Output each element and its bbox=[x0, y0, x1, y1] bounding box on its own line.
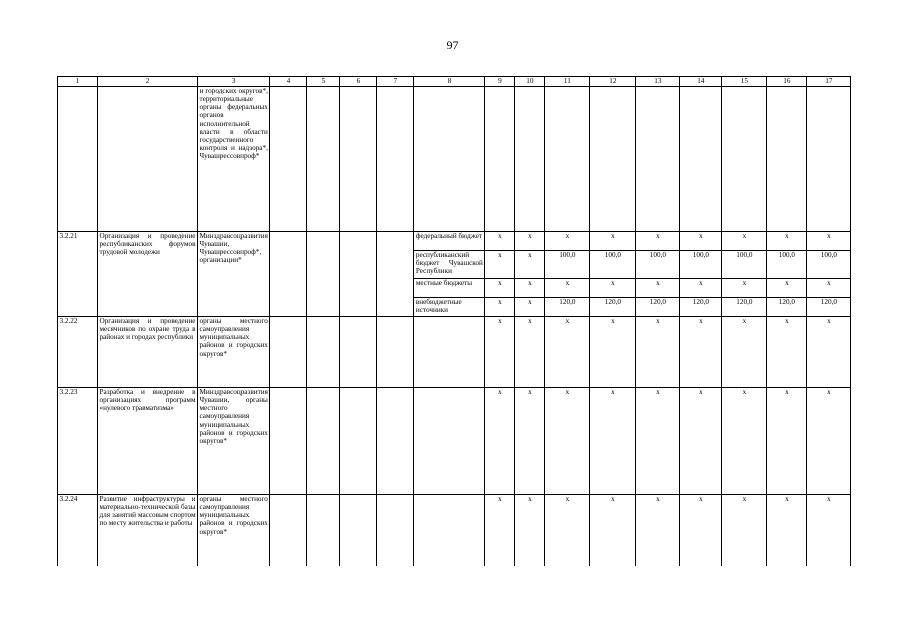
value-cell: x bbox=[515, 232, 545, 251]
value-cell: x bbox=[680, 279, 722, 298]
value-cell: x bbox=[680, 232, 722, 251]
value-cell: x bbox=[807, 495, 851, 566]
item-number: 3.2.23 bbox=[58, 388, 98, 495]
header-cell: 15 bbox=[722, 77, 767, 87]
value-cell: x bbox=[590, 495, 636, 566]
executor-cell: органы местного самоуправления муниципальных районов и городских округов* bbox=[198, 495, 270, 566]
value-cell: x bbox=[636, 388, 680, 495]
value-cell: 100,0 bbox=[636, 251, 680, 279]
value-cell: x bbox=[722, 279, 767, 298]
program-table bbox=[57, 76, 851, 566]
table-row bbox=[58, 87, 851, 232]
value-cell: x bbox=[807, 279, 851, 298]
table-row bbox=[58, 317, 851, 388]
value-cell: 100,0 bbox=[545, 251, 590, 279]
funding-source: внебюджетные источники bbox=[414, 298, 485, 317]
item-title: Разработка и внедрение в организациях программ «нулевого травматизма» bbox=[98, 388, 198, 495]
value-cell: x bbox=[722, 495, 767, 566]
value-cell: x bbox=[807, 388, 851, 495]
funding-source: федеральный бюджет bbox=[414, 232, 485, 251]
value-cell: x bbox=[515, 298, 545, 317]
header-cell: 7 bbox=[377, 77, 414, 87]
value-cell: x bbox=[515, 388, 545, 495]
value-cell: 120,0 bbox=[680, 298, 722, 317]
value-cell: x bbox=[767, 388, 807, 495]
value-cell: x bbox=[722, 232, 767, 251]
item-number: 3.2.21 bbox=[58, 232, 98, 317]
value-cell: x bbox=[636, 495, 680, 566]
table-row bbox=[58, 495, 851, 566]
value-cell: x bbox=[680, 495, 722, 566]
value-cell: x bbox=[636, 232, 680, 251]
value-cell: x bbox=[680, 317, 722, 388]
value-cell: x bbox=[545, 317, 590, 388]
value-cell: 120,0 bbox=[590, 298, 636, 317]
value-cell: x bbox=[545, 232, 590, 251]
value-cell: 100,0 bbox=[722, 251, 767, 279]
header-cell: 6 bbox=[340, 77, 377, 87]
value-cell: 120,0 bbox=[722, 298, 767, 317]
value-cell: x bbox=[545, 388, 590, 495]
value-cell: x bbox=[515, 317, 545, 388]
value-cell: x bbox=[590, 388, 636, 495]
header-cell: 5 bbox=[307, 77, 340, 87]
value-cell: x bbox=[807, 317, 851, 388]
header-cell: 2 bbox=[98, 77, 198, 87]
header-cell: 4 bbox=[270, 77, 307, 87]
value-cell: x bbox=[515, 251, 545, 279]
header-cell: 17 bbox=[807, 77, 851, 87]
executor-cell: Минздравсоцразвития Чувашии, органы местного самоуправления муниципальных районов и городских округов* bbox=[198, 388, 270, 495]
value-cell: x bbox=[485, 232, 515, 251]
value-cell: 100,0 bbox=[590, 251, 636, 279]
value-cell: x bbox=[545, 279, 590, 298]
funding-source: республиканский бюджет Чувашской Республики bbox=[414, 251, 485, 279]
value-cell: x bbox=[545, 495, 590, 566]
value-cell: 120,0 bbox=[636, 298, 680, 317]
header-cell: 10 bbox=[515, 77, 545, 87]
item-title: Развитие инфраструктуры и материально-технической базы для занятий массовым спортом по месту жительства и работы bbox=[98, 495, 198, 566]
header-cell: 14 bbox=[680, 77, 722, 87]
header-cell: 12 bbox=[590, 77, 636, 87]
header-cell: 9 bbox=[485, 77, 515, 87]
value-cell: 100,0 bbox=[680, 251, 722, 279]
value-cell: 100,0 bbox=[767, 251, 807, 279]
value-cell: x bbox=[767, 232, 807, 251]
item-number: 3.2.22 bbox=[58, 317, 98, 388]
value-cell: x bbox=[807, 232, 851, 251]
header-cell: 8 bbox=[414, 77, 485, 87]
funding-source: местные бюджеты bbox=[414, 279, 485, 298]
item-title bbox=[98, 87, 198, 232]
value-cell: 120,0 bbox=[807, 298, 851, 317]
executor-cell: органы местного самоуправления муниципальных районов и городских округов* bbox=[198, 317, 270, 388]
value-cell: x bbox=[590, 317, 636, 388]
value-cell: 120,0 bbox=[767, 298, 807, 317]
item-number: 3.2.24 bbox=[58, 495, 98, 566]
header-cell: 1 bbox=[58, 77, 98, 87]
column-number-row bbox=[58, 77, 851, 87]
header-cell: 13 bbox=[636, 77, 680, 87]
value-cell: x bbox=[767, 317, 807, 388]
item-title: Организация и проведение республиканских форумов трудовой молодежи bbox=[98, 232, 198, 317]
table-row bbox=[58, 388, 851, 495]
table-row bbox=[58, 232, 851, 251]
executor-cell: и городских округов*, территориальные органы федеральных органов исполнительной власти в области государственного контроля и надзора*, Чувашрессовпроф* bbox=[198, 87, 270, 232]
value-cell: x bbox=[485, 495, 515, 566]
value-cell: x bbox=[485, 251, 515, 279]
value-cell: x bbox=[485, 298, 515, 317]
header-cell: 11 bbox=[545, 77, 590, 87]
value-cell: x bbox=[767, 495, 807, 566]
header-cell: 3 bbox=[198, 77, 270, 87]
value-cell: x bbox=[636, 279, 680, 298]
value-cell: x bbox=[722, 317, 767, 388]
value-cell: x bbox=[590, 279, 636, 298]
value-cell: x bbox=[590, 232, 636, 251]
value-cell: x bbox=[515, 279, 545, 298]
value-cell: x bbox=[485, 388, 515, 495]
value-cell: x bbox=[515, 495, 545, 566]
value-cell: 120,0 bbox=[545, 298, 590, 317]
value-cell: x bbox=[485, 317, 515, 388]
value-cell: 100,0 bbox=[807, 251, 851, 279]
item-number bbox=[58, 87, 98, 232]
executor-cell: Минздравсоцразвития Чувашии, Чувашрессовпроф*, организации* bbox=[198, 232, 270, 317]
item-title: Организация и проведение месячников по охране труда в районах и городах республики bbox=[98, 317, 198, 388]
value-cell: x bbox=[722, 388, 767, 495]
value-cell: x bbox=[767, 279, 807, 298]
value-cell: x bbox=[485, 279, 515, 298]
value-cell: x bbox=[636, 317, 680, 388]
value-cell: x bbox=[680, 388, 722, 495]
header-cell: 16 bbox=[767, 77, 807, 87]
page-number: 97 bbox=[446, 38, 459, 52]
